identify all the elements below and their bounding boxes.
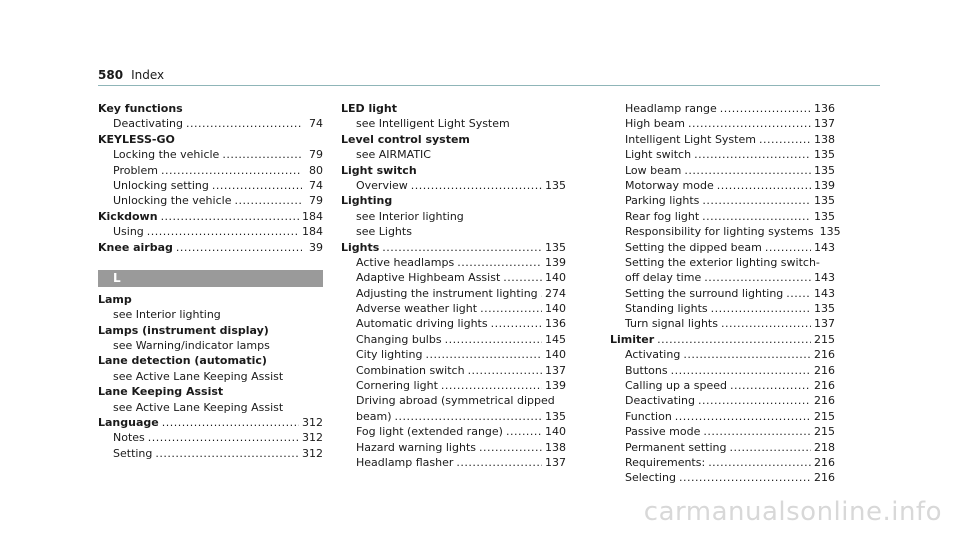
page-reference[interactable]: 312 [302, 431, 323, 445]
index-subentry[interactable] [341, 178, 566, 193]
index-entry-heading [341, 193, 566, 208]
dot-leader [698, 393, 811, 408]
entry-label: Adverse weather light [356, 302, 478, 316]
index-subentry[interactable] [341, 255, 566, 270]
index-subentry [341, 393, 566, 408]
page-reference[interactable]: 139 [545, 379, 566, 393]
page-reference[interactable]: 135 [814, 302, 835, 316]
section-title: Index [131, 68, 165, 82]
dot-leader [222, 147, 302, 162]
index-subentry[interactable] [610, 193, 835, 208]
index-subentry [98, 338, 323, 353]
index-entry-heading [98, 384, 323, 399]
index-subentry[interactable] [98, 446, 323, 461]
dot-leader [155, 446, 299, 461]
entry-label: Active headlamps [356, 255, 455, 269]
dot-leader [688, 116, 811, 131]
page-reference[interactable]: 135 [814, 148, 835, 162]
dot-leader [702, 193, 811, 208]
dot-leader [425, 347, 542, 362]
page-reference[interactable]: 216 [814, 379, 835, 393]
dot-leader [395, 409, 543, 424]
index-subentry[interactable] [610, 316, 835, 331]
index-entry-heading [98, 132, 323, 147]
entry-label: Changing bulbs [356, 332, 442, 346]
dot-leader [161, 209, 299, 224]
entry-label: Calling up a speed [625, 379, 727, 393]
entry-label: Buttons [625, 363, 668, 377]
entry-label: Requirements: [625, 455, 706, 469]
index-subentry[interactable] [341, 332, 566, 347]
index-column-2 [341, 101, 566, 470]
index-subentry[interactable] [610, 301, 835, 316]
index-subentry[interactable] [610, 132, 835, 147]
index-subentry[interactable] [341, 316, 566, 331]
entry-label: High beam [625, 117, 685, 131]
page-reference[interactable]: 135 [819, 225, 841, 239]
index-subentry[interactable] [98, 178, 323, 193]
entry-label: Locking the vehicle [113, 148, 220, 162]
index-subentry[interactable] [341, 347, 566, 362]
entry-label: Automatic driving lights [356, 317, 488, 331]
entry-label: Lamps (instrument display) [98, 323, 269, 337]
entry-label: LED light [341, 102, 397, 115]
index-entry-heading[interactable] [341, 240, 566, 255]
dot-leader [708, 455, 811, 470]
entry-label: Cornering light [356, 379, 438, 393]
entry-label: Limiter [610, 332, 655, 346]
entry-label: Lighting [341, 194, 393, 208]
dot-leader [161, 163, 302, 178]
dot-leader [729, 440, 811, 455]
entry-label: KEYLESS-GO [98, 132, 175, 146]
index-entry-heading[interactable] [98, 240, 323, 255]
page-reference[interactable]: 136 [545, 317, 566, 331]
page-reference[interactable]: 145 [545, 332, 566, 346]
page-reference[interactable]: 184 [302, 225, 323, 239]
index-subentry [610, 255, 835, 270]
dot-leader [711, 301, 811, 316]
index-subentry[interactable] [341, 409, 566, 424]
index-subentry[interactable] [341, 440, 566, 455]
index-subentry[interactable] [610, 378, 835, 393]
dot-leader [683, 347, 811, 362]
dot-leader [675, 409, 811, 424]
entry-label: Intelligent Light System [625, 132, 756, 146]
page-reference[interactable]: 140 [545, 425, 566, 439]
page-reference[interactable]: 216 [814, 363, 835, 377]
page-reference[interactable]: 312 [302, 416, 323, 430]
entry-label: Knee airbag [98, 240, 173, 254]
entry-label: Unlocking setting [113, 178, 209, 192]
entry-label: Adaptive Highbeam Assist [356, 271, 501, 285]
dot-leader [382, 240, 542, 255]
entry-label: Lane detection (automatic) [98, 354, 267, 368]
page-reference[interactable]: 137 [545, 455, 566, 469]
index-subentry[interactable] [610, 393, 835, 408]
page-reference[interactable]: 215 [814, 409, 835, 423]
index-subentry[interactable] [610, 178, 835, 193]
page-reference[interactable]: 143 [814, 271, 835, 285]
watermark: carmanualsonline.info [643, 497, 942, 527]
index-entry-heading [98, 353, 323, 368]
page-reference[interactable]: 184 [302, 209, 323, 223]
entry-label: Light switch [341, 163, 417, 177]
index-subentry[interactable] [341, 301, 566, 316]
entry-label: Hazard warning lights [356, 440, 476, 454]
index-subentry[interactable] [341, 363, 566, 378]
entry-label: Selecting [625, 471, 676, 485]
entry-label: Setting the exterior lighting switch- [625, 255, 820, 269]
index-subentry [341, 147, 566, 162]
page-reference[interactable]: 216 [814, 348, 835, 362]
dot-leader [703, 424, 811, 439]
dot-leader [234, 193, 302, 208]
page-reference[interactable]: 215 [814, 425, 835, 439]
page-reference[interactable]: 136 [814, 102, 835, 115]
index-entry-heading [98, 101, 323, 116]
entry-label: Using [113, 225, 144, 239]
index-subentry[interactable] [98, 430, 323, 445]
dot-leader [441, 378, 542, 393]
page-header [98, 68, 164, 82]
entry-label: Light switch [625, 148, 692, 162]
index-subentry[interactable] [610, 286, 835, 301]
page-reference[interactable]: 312 [302, 446, 323, 460]
page-reference[interactable]: 39 [309, 240, 323, 254]
index-subentry[interactable] [341, 286, 566, 301]
dot-leader [147, 224, 299, 239]
page-reference[interactable]: 135 [545, 178, 566, 192]
dot-leader [186, 116, 302, 131]
index-subentry[interactable] [610, 409, 835, 424]
index-subentry[interactable] [610, 363, 835, 378]
entry-label: Headlamp flasher [356, 455, 454, 469]
index-subentry[interactable] [610, 209, 835, 224]
dot-leader [457, 255, 542, 270]
dot-leader [541, 286, 542, 301]
index-subentry[interactable] [610, 240, 835, 255]
entry-label: Standing lights [625, 302, 708, 316]
entry-label: Parking lights [625, 194, 700, 208]
index-entry-heading[interactable] [98, 209, 323, 224]
index-subentry[interactable] [610, 347, 835, 362]
page-reference[interactable]: 135 [814, 163, 835, 177]
entry-label: see Warning/indicator lamps [113, 339, 270, 353]
index-subentry[interactable] [610, 470, 835, 485]
index-subentry[interactable] [610, 440, 835, 455]
page-reference[interactable]: 137 [814, 317, 835, 331]
entry-label: Key functions [98, 102, 183, 115]
page-reference[interactable]: 80 [309, 163, 323, 177]
index-entry-heading [341, 163, 566, 178]
entry-label: beam) [356, 409, 392, 423]
entry-label: Lamp [98, 292, 132, 306]
index-subentry[interactable] [610, 224, 841, 239]
page-reference[interactable]: 74 [309, 178, 323, 192]
dot-leader [148, 430, 299, 445]
index-subentry[interactable] [610, 101, 835, 116]
index-entry-heading [341, 101, 566, 116]
page-reference[interactable]: 218 [814, 440, 835, 454]
index-subentry[interactable] [98, 116, 323, 131]
page-reference[interactable]: 135 [814, 209, 835, 223]
entry-label: Deactivating [625, 394, 695, 408]
entry-label: Motorway mode [625, 178, 714, 192]
dot-leader [704, 270, 811, 285]
page-reference[interactable]: 79 [309, 148, 323, 162]
index-subentry[interactable] [341, 378, 566, 393]
page-reference[interactable]: 216 [814, 455, 835, 469]
entry-label: Setting [113, 446, 153, 460]
page-reference[interactable]: 216 [814, 394, 835, 408]
index-subentry[interactable] [98, 163, 323, 178]
entry-label: Deactivating [113, 117, 183, 131]
index-subentry [341, 224, 566, 239]
entry-label: see Active Lane Keeping Assist [113, 400, 284, 414]
index-subentry [98, 400, 323, 415]
index-entry-heading[interactable] [98, 415, 323, 430]
dot-leader [162, 415, 299, 430]
dot-leader [786, 286, 811, 301]
index-subentry[interactable] [341, 455, 566, 470]
page-reference[interactable]: 143 [814, 240, 835, 254]
entry-label: Permanent setting [625, 440, 727, 454]
page-reference[interactable]: 135 [814, 194, 835, 208]
entry-label: City lighting [356, 348, 423, 362]
index-subentry [341, 116, 566, 131]
entry-label: Overview [356, 178, 408, 192]
index-subentry[interactable] [610, 116, 835, 131]
dot-leader [491, 316, 542, 331]
index-subentry [98, 307, 323, 322]
entry-label: Headlamp range [625, 102, 717, 115]
entry-label: Level control system [341, 132, 470, 146]
page-reference[interactable]: 139 [814, 178, 835, 192]
index-letter-heading: L [98, 270, 323, 287]
entry-label: Language [98, 416, 159, 430]
entry-label: Setting the surround lighting [625, 286, 784, 300]
index-subentry [98, 369, 323, 384]
page-reference[interactable]: 74 [309, 117, 323, 131]
index-column-3 [610, 101, 841, 486]
dot-leader [506, 424, 542, 439]
index-subentry[interactable] [610, 163, 835, 178]
page-reference[interactable]: 79 [309, 194, 323, 208]
dot-leader [679, 470, 811, 485]
entry-label: Driving abroad (symmetrical dipped [356, 394, 555, 408]
entry-label: see Active Lane Keeping Assist [113, 369, 284, 383]
page-reference[interactable]: 135 [545, 240, 566, 254]
dot-leader [456, 455, 542, 470]
page-reference[interactable]: 140 [545, 302, 566, 316]
entry-label: see Interior lighting [113, 308, 221, 322]
dot-leader [176, 240, 302, 255]
page-reference[interactable]: 138 [545, 440, 566, 454]
dot-leader [445, 332, 542, 347]
entry-label: see AIRMATIC [356, 148, 431, 162]
page-reference[interactable]: 137 [545, 363, 566, 377]
dot-leader [717, 178, 811, 193]
entry-label: Lane Keeping Assist [98, 385, 224, 399]
entry-label: see Lights [356, 225, 412, 239]
index-subentry[interactable] [610, 270, 835, 285]
index-subentry[interactable] [98, 193, 323, 208]
index-entry-heading [98, 323, 323, 338]
entry-label: Low beam [625, 163, 682, 177]
dot-leader [657, 332, 811, 347]
page-number: 580 [98, 68, 124, 82]
entry-label: Setting the dipped beam [625, 240, 762, 254]
entry-label: off delay time [625, 271, 702, 285]
index-subentry[interactable] [341, 424, 566, 439]
page-reference[interactable]: 140 [545, 271, 566, 285]
index-subentry[interactable] [610, 424, 835, 439]
page-reference[interactable]: 138 [814, 132, 835, 146]
entry-label: Unlocking the vehicle [113, 194, 232, 208]
entry-label: Notes [113, 431, 145, 445]
index-subentry[interactable] [98, 147, 323, 162]
index-subentry [341, 209, 566, 224]
dot-leader [468, 363, 542, 378]
index-column-1 [98, 101, 323, 461]
dot-leader [721, 316, 811, 331]
entry-label: Combination switch [356, 363, 465, 377]
entry-label: Adjusting the instrument lighting [356, 286, 538, 300]
index-subentry[interactable] [610, 147, 835, 162]
index-subentry[interactable] [610, 455, 835, 470]
entry-label: see Intelligent Light System [356, 117, 510, 131]
dot-leader [411, 178, 542, 193]
entry-label: Passive mode [625, 425, 701, 439]
dot-leader [684, 163, 811, 178]
entry-label: Lights [341, 240, 380, 254]
page-reference[interactable]: 140 [545, 348, 566, 362]
entry-label: Problem [113, 163, 158, 177]
dot-leader [479, 440, 542, 455]
dot-leader [765, 240, 811, 255]
entry-label: Function [625, 409, 672, 423]
page-reference[interactable]: 139 [545, 255, 566, 269]
index-subentry[interactable] [341, 270, 566, 285]
page-reference[interactable]: 137 [814, 117, 835, 131]
index-entry-heading [98, 292, 323, 307]
entry-label: Activating [625, 348, 681, 362]
page-reference[interactable]: 215 [814, 332, 835, 346]
dot-leader [759, 132, 811, 147]
dot-leader [480, 301, 542, 316]
dot-leader [694, 147, 811, 162]
entry-label: Rear fog light [625, 209, 700, 223]
index-subentry[interactable] [98, 224, 323, 239]
entry-label: Fog light (extended range) [356, 425, 503, 439]
entry-label: see Interior lighting [356, 209, 464, 223]
page-reference[interactable]: 274 [545, 286, 566, 300]
entry-label: Kickdown [98, 209, 158, 223]
dot-leader [720, 101, 811, 116]
index-entry-heading [341, 132, 566, 147]
entry-label: Turn signal lights [625, 317, 718, 331]
index-entry-heading[interactable] [610, 332, 835, 347]
page-reference[interactable]: 216 [814, 471, 835, 485]
dot-leader [503, 270, 542, 285]
page-reference[interactable]: 143 [814, 286, 835, 300]
dot-leader [671, 363, 811, 378]
entry-label: Responsibility for lighting systems [625, 225, 814, 239]
dot-leader [730, 378, 811, 393]
dot-leader [212, 178, 302, 193]
dot-leader [702, 209, 811, 224]
header-rule [98, 85, 880, 86]
page-reference[interactable]: 135 [545, 409, 566, 423]
